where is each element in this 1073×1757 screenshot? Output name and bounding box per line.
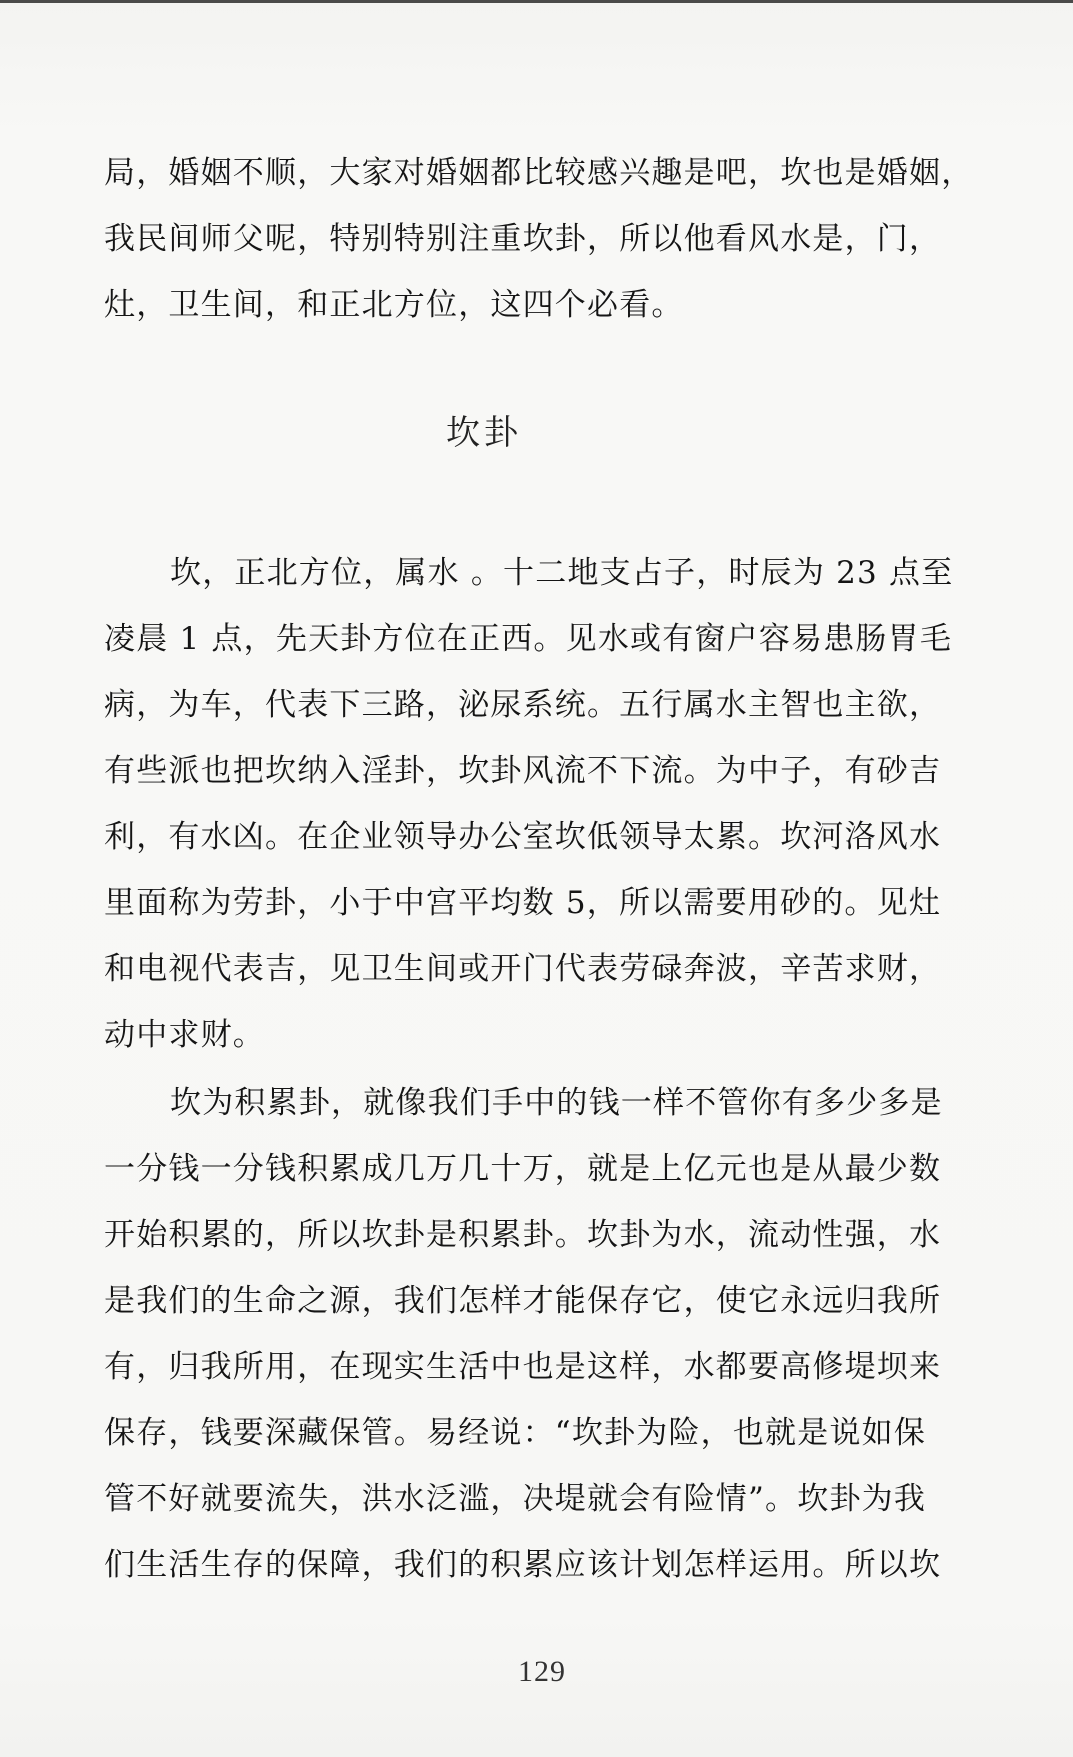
text-line: 灶，卫生间，和正北方位，这四个必看。 <box>104 287 684 323</box>
text-line: 是我们的生命之源，我们怎样才能保存它，使它永远归我所 <box>104 1283 942 1319</box>
text-line: 一分钱一分钱积累成几万几十万，就是上亿元也是从最少数 <box>104 1151 942 1187</box>
text-line: 凌晨 1 点，先天卦方位在正西。见水或有窗户容易患肠胃毛 <box>104 621 953 657</box>
text-line: 和电视代表吉，见卫生间或开门代表劳碌奔波，辛苦求财， <box>104 951 942 987</box>
text-line: 病，为车，代表下三路，泌尿系统。五行属水主智也主欲， <box>104 687 942 723</box>
text-line: 我民间师父呢，特别特别注重坎卦，所以他看风水是，门， <box>104 221 942 257</box>
text-line: 开始积累的，所以坎卦是积累卦。坎卦为水，流动性强，水 <box>104 1217 942 1253</box>
text-line: 坎，正北方位，属水 。十二地支占子，时辰为 23 点至 <box>170 555 954 591</box>
text-line: 管不好就要流失，洪水泛滥，决堤就会有险情”。坎卦为我 <box>104 1481 927 1517</box>
text-line: 动中求财。 <box>104 1017 265 1053</box>
intro-paragraph <box>104 140 984 338</box>
kan-paragraph <box>104 540 984 1068</box>
text-line: 利，有水凶。在企业领导办公室坎低领导太累。坎河洛风水 <box>104 819 942 855</box>
scan-edge <box>0 0 1073 3</box>
text-line: 里面称为劳卦，小于中宫平均数 5，所以需要用砂的。见灶 <box>104 885 941 921</box>
page-number: 129 <box>518 1655 566 1688</box>
text-line: 坎为积累卦，就像我们手中的钱一样不管你有多少多是 <box>170 1085 943 1121</box>
text-line: 们生活生存的保障，我们的积累应该计划怎样运用。所以坎 <box>104 1547 942 1583</box>
text-line: 有，归我所用，在现实生活中也是这样，水都要高修堤坝来 <box>104 1349 942 1385</box>
accumulation-paragraph <box>104 1070 984 1598</box>
text-line: 局，婚姻不顺，大家对婚姻都比较感兴趣是吧，坎也是婚姻， <box>104 155 974 191</box>
text-line: 保存，钱要深藏保管。易经说：“坎卦为险，也就是说如保 <box>104 1415 927 1451</box>
section-heading: 坎卦 <box>446 413 522 453</box>
text-line: 有些派也把坎纳入淫卦，坎卦风流不下流。为中子，有砂吉 <box>104 753 942 789</box>
